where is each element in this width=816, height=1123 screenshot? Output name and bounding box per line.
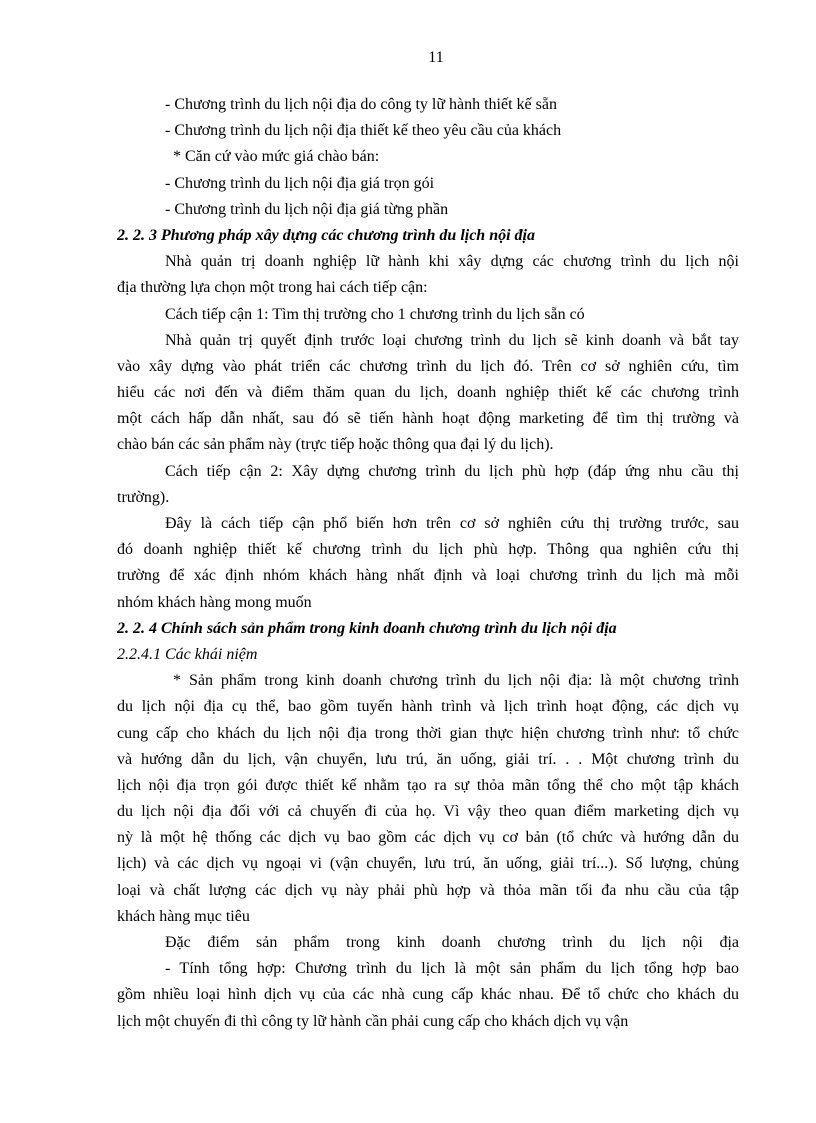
text-line: loại và chất lượng các dịch vụ này phải phù hợp và thỏa mãn tối đa nhu cầu của tập bbox=[117, 881, 739, 899]
text-line: - Chương trình du lịch nội địa giá từng phần bbox=[165, 200, 449, 218]
text-line: lịch một chuyến đi thì công ty lữ hành cần phải cung cấp cho khách dịch vụ vận bbox=[117, 1012, 629, 1030]
text-line: khách hàng mục tiêu bbox=[117, 907, 250, 925]
document-body bbox=[117, 92, 739, 1035]
text-line: một cách hấp dẫn nhất, sau đó sẽ tiến hành hoạt động marketing để tìm thị trường và bbox=[117, 410, 739, 428]
text-line: * Sản phẩm trong kinh doanh chương trình du lịch nội địa: là một chương trình bbox=[173, 672, 739, 690]
text-line: - Chương trình du lịch nội địa thiết kế theo yêu cầu của khách bbox=[165, 122, 562, 140]
text-line: gồm nhiều loại hình dịch vụ của các nhà cung cấp khác nhau. Để tổ chức cho khách du bbox=[117, 986, 739, 1004]
text-line: lịch) và các dịch vụ ngoại vi (vận chuyển, lưu trú, ăn uống, giải trí...). Số lượng, chủng bbox=[117, 855, 739, 873]
text-line: chào bán các sản phẩm này (trực tiếp hoặc thông qua đại lý du lịch). bbox=[117, 436, 554, 454]
text-line: - Chương trình du lịch nội địa do công ty lữ hành thiết kế sẵn bbox=[165, 96, 557, 113]
text-line: nỳ là một hệ thống các dịch vụ bao gồm các dịch vụ cơ bản (tổ chức và hướng dẫn du bbox=[117, 829, 739, 847]
text-line: địa thường lựa chọn một trong hai cách tiếp cận: bbox=[117, 279, 428, 297]
section-heading: 2. 2. 3 Phương pháp xây dựng các chương trình du lịch nội địa bbox=[117, 226, 535, 244]
text-line: - Chương trình du lịch nội địa giá trọn gói bbox=[165, 174, 435, 192]
text-line: lịch nội địa trọn gói được thiết kế nhằm tạo ra sự thỏa mãn tổng thể cho một tập khách bbox=[117, 776, 739, 794]
page-number: 11 bbox=[428, 49, 444, 66]
text-line: Đây là cách tiếp cận phổ biến hơn trên cơ sở nghiên cứu thị trường trước, sau bbox=[165, 515, 739, 532]
text-line: đó doanh nghiệp thiết kế chương trình du lịch phù hợp. Thông qua nghiên cứu thị bbox=[117, 541, 739, 559]
section-heading: 2. 2. 4 Chính sách sản phẩm trong kinh doanh chương trình du lịch nội địa bbox=[117, 619, 617, 637]
text-line: - Tính tổng hợp: Chương trình du lịch là một sản phẩm du lịch tổng hợp bao bbox=[165, 960, 739, 978]
text-line: vào xây dựng vào phát triển các chương trình du lịch đó. Trên cơ sở nghiên cứu, tìm bbox=[117, 357, 739, 375]
text-line: nhóm khách hàng mong muốn bbox=[117, 593, 312, 611]
text-line: cung cấp cho khách du lịch nội địa trong thời gian thực hiện chương trình như: tổ chức bbox=[117, 724, 739, 742]
text-line: Cách tiếp cận 1: Tìm thị trường cho 1 chương trình du lịch sẵn có bbox=[165, 305, 585, 323]
text-line: và hướng dẫn du lịch, vận chuyển, lưu trú, ăn uống, giải trí. . . Một chương trình du bbox=[117, 750, 739, 768]
text-line: trường để xác định nhóm khách hàng nhất định và loại chương trình du lịch mà mỗi bbox=[117, 567, 739, 585]
text-line: Nhà quản trị doanh nghiệp lữ hành khi xây dựng các chương trình du lịch nội bbox=[165, 253, 739, 271]
text-line: * Căn cứ vào mức giá chào bán: bbox=[173, 148, 380, 166]
text-line: trường). bbox=[117, 488, 170, 506]
text-line: du lịch nội địa đối với cả chuyến đi của họ. Vì vậy theo quan điểm marketing dịch vụ bbox=[117, 803, 739, 821]
text-line: du lịch nội địa cụ thể, bao gồm tuyến hành trình và lịch trình hoạt động, các dịch vụ bbox=[117, 698, 739, 716]
text-line: Đặc điểm sản phẩm trong kinh doanh chương trình du lịch nội địa bbox=[165, 934, 739, 951]
text-line: Nhà quản trị quyết định trước loại chương trình du lịch sẽ kinh doanh và bắt tay bbox=[165, 331, 739, 349]
subsection-heading: 2.2.4.1 Các khái niệm bbox=[117, 645, 258, 663]
text-line: Cách tiếp cận 2: Xây dựng chương trình du lịch phù hợp (đáp ứng nhu cầu thị bbox=[165, 462, 739, 480]
text-line: hiểu các nơi đến và điểm thăm quan du lịch, doanh nghiệp thiết kế các chương trình bbox=[117, 384, 739, 402]
